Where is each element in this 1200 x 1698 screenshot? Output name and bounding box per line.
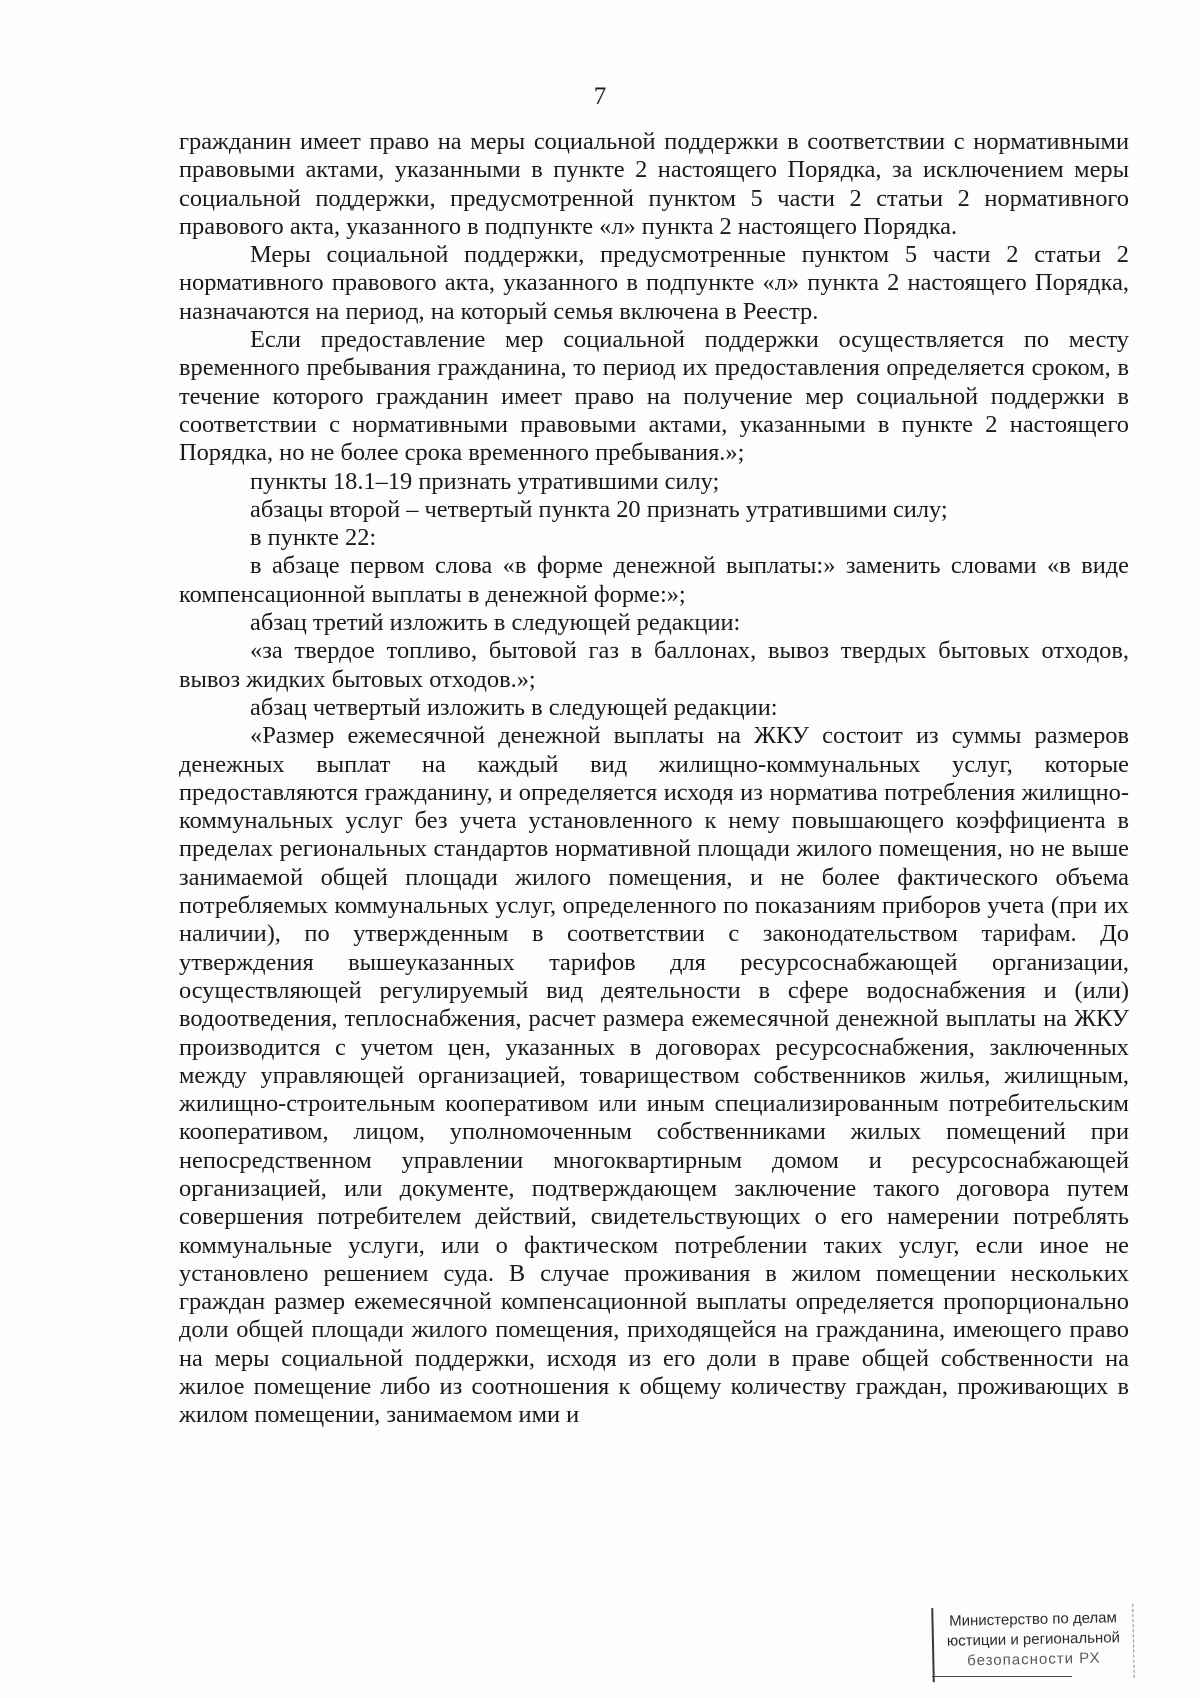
- paragraph-7: в абзаце первом слова «в форме денежной выплаты:» заменить словами «в виде компенсационной выплаты в денежной форме:»;: [179, 552, 1129, 608]
- page-number: 7: [593, 83, 607, 110]
- paragraph-6: в пункте 22:: [250, 524, 377, 552]
- stamp-line-1: Министерство по делам: [948, 1609, 1118, 1630]
- document-body: [179, 128, 1129, 1430]
- paragraph-9: «за твердое топливо, бытовой газ в баллонах, вывоз твердых бытовых отходов, вывоз жидких бытовых отходов.»;: [179, 637, 1129, 693]
- paragraph-11: «Размер ежемесячной денежной выплаты на ЖКУ состоит из суммы размеров денежных выплат на каждый вид жилищно-коммунальных услуг, которые предоставляются гражданину, и определяется исходя из норматива потребления жилищно-коммунальных услуг без учета установленного к нему повышающего коэффициента в пределах региональных стандартов нормативной площади жилого помещения, но не выше занимаемой общей площади жилого помещения, и не более фактического объема потребляемых коммунальных услуг, определенного по показаниям приборов учета (при их наличии), по утвержденным в соответствии с законодательством тарифам. До утверждения вышеуказанных тарифов для ресурсоснабжающей организации, осуществляющей регулируемый вид деятельности в сфере водоснабжения и (или) водоотведения, теплоснабжения, расчет размера ежемесячной денежной выплаты на ЖКУ производится с учетом цен, указанных в договорах ресурсоснабжения, заключенных между управляющей организацией, товариществом собственников жилья, жилищным, жилищно-строительным кооперативом или иным специализированным потребительским кооперативом, лицом, уполномоченным собственниками жилых помещений при непосредственном управлении многоквартирным домом и ресурсоснабжающей организацией, или документе, подтверждающем заключение такого договора путем совершения потребителем действий, свидетельствующих о его намерении потреблять коммунальные услуги, или о фактическом потреблении таких услуг, если иное не установлено решением суда. В случае проживания в жилом помещении нескольких граждан размер ежемесячной компенсационной выплаты определяется пропорционально доли общей площади жилого помещения, приходящейся на гражданина, имеющего право на меры социальной поддержки, исходя из его доли в праве общей собственности на жилое помещение либо из соотношения к общему количеству граждан, проживающих в жилом помещении, занимаемом ими и: [179, 722, 1129, 1429]
- paragraph-2: Меры социальной поддержки, предусмотренные пунктом 5 части 2 статьи 2 нормативного правового акта, указанного в подпункте «л» пункта 2 настоящего Порядка, назначаются на период, на который семья включена в Реестр.: [179, 241, 1129, 325]
- paragraph-8: абзац третий изложить в следующей редакции:: [250, 609, 741, 637]
- stamp-line-3: безопасности РХ: [967, 1649, 1101, 1670]
- paragraph-3: Если предоставление мер социальной поддержки осуществляется по месту временного пребывания гражданина, то период их предоставления определяется сроком, в течение которого гражданин имеет право на получение мер социальной поддержки в соответствии с нормативными правовыми актами, указанными в пункте 2 настоящего Порядка, но не более срока временного пребывания.»;: [179, 326, 1129, 467]
- ministry-stamp: [931, 1604, 1135, 1682]
- paragraph-1: гражданин имеет право на меры социальной поддержки в соответствии с нормативными правовыми актами, указанными в пункте 2 настоящего Порядка, за исключением меры социальной поддержки, предусмотренной пунктом 5 части 2 статьи 2 нормативного правового акта, указанного в подпункте «л» пункта 2 настоящего Порядка.: [179, 128, 1129, 240]
- stamp-bottom-border: [932, 1676, 1072, 1677]
- paragraph-5: абзацы второй – четвертый пункта 20 признать утратившими силу;: [250, 495, 948, 523]
- paragraph-4: пункты 18.1–19 признать утратившими силу;: [250, 467, 720, 495]
- stamp-line-2: юстиции и региональной: [946, 1629, 1121, 1650]
- paragraph-10: абзац четвертый изложить в следующей редакции:: [250, 693, 778, 721]
